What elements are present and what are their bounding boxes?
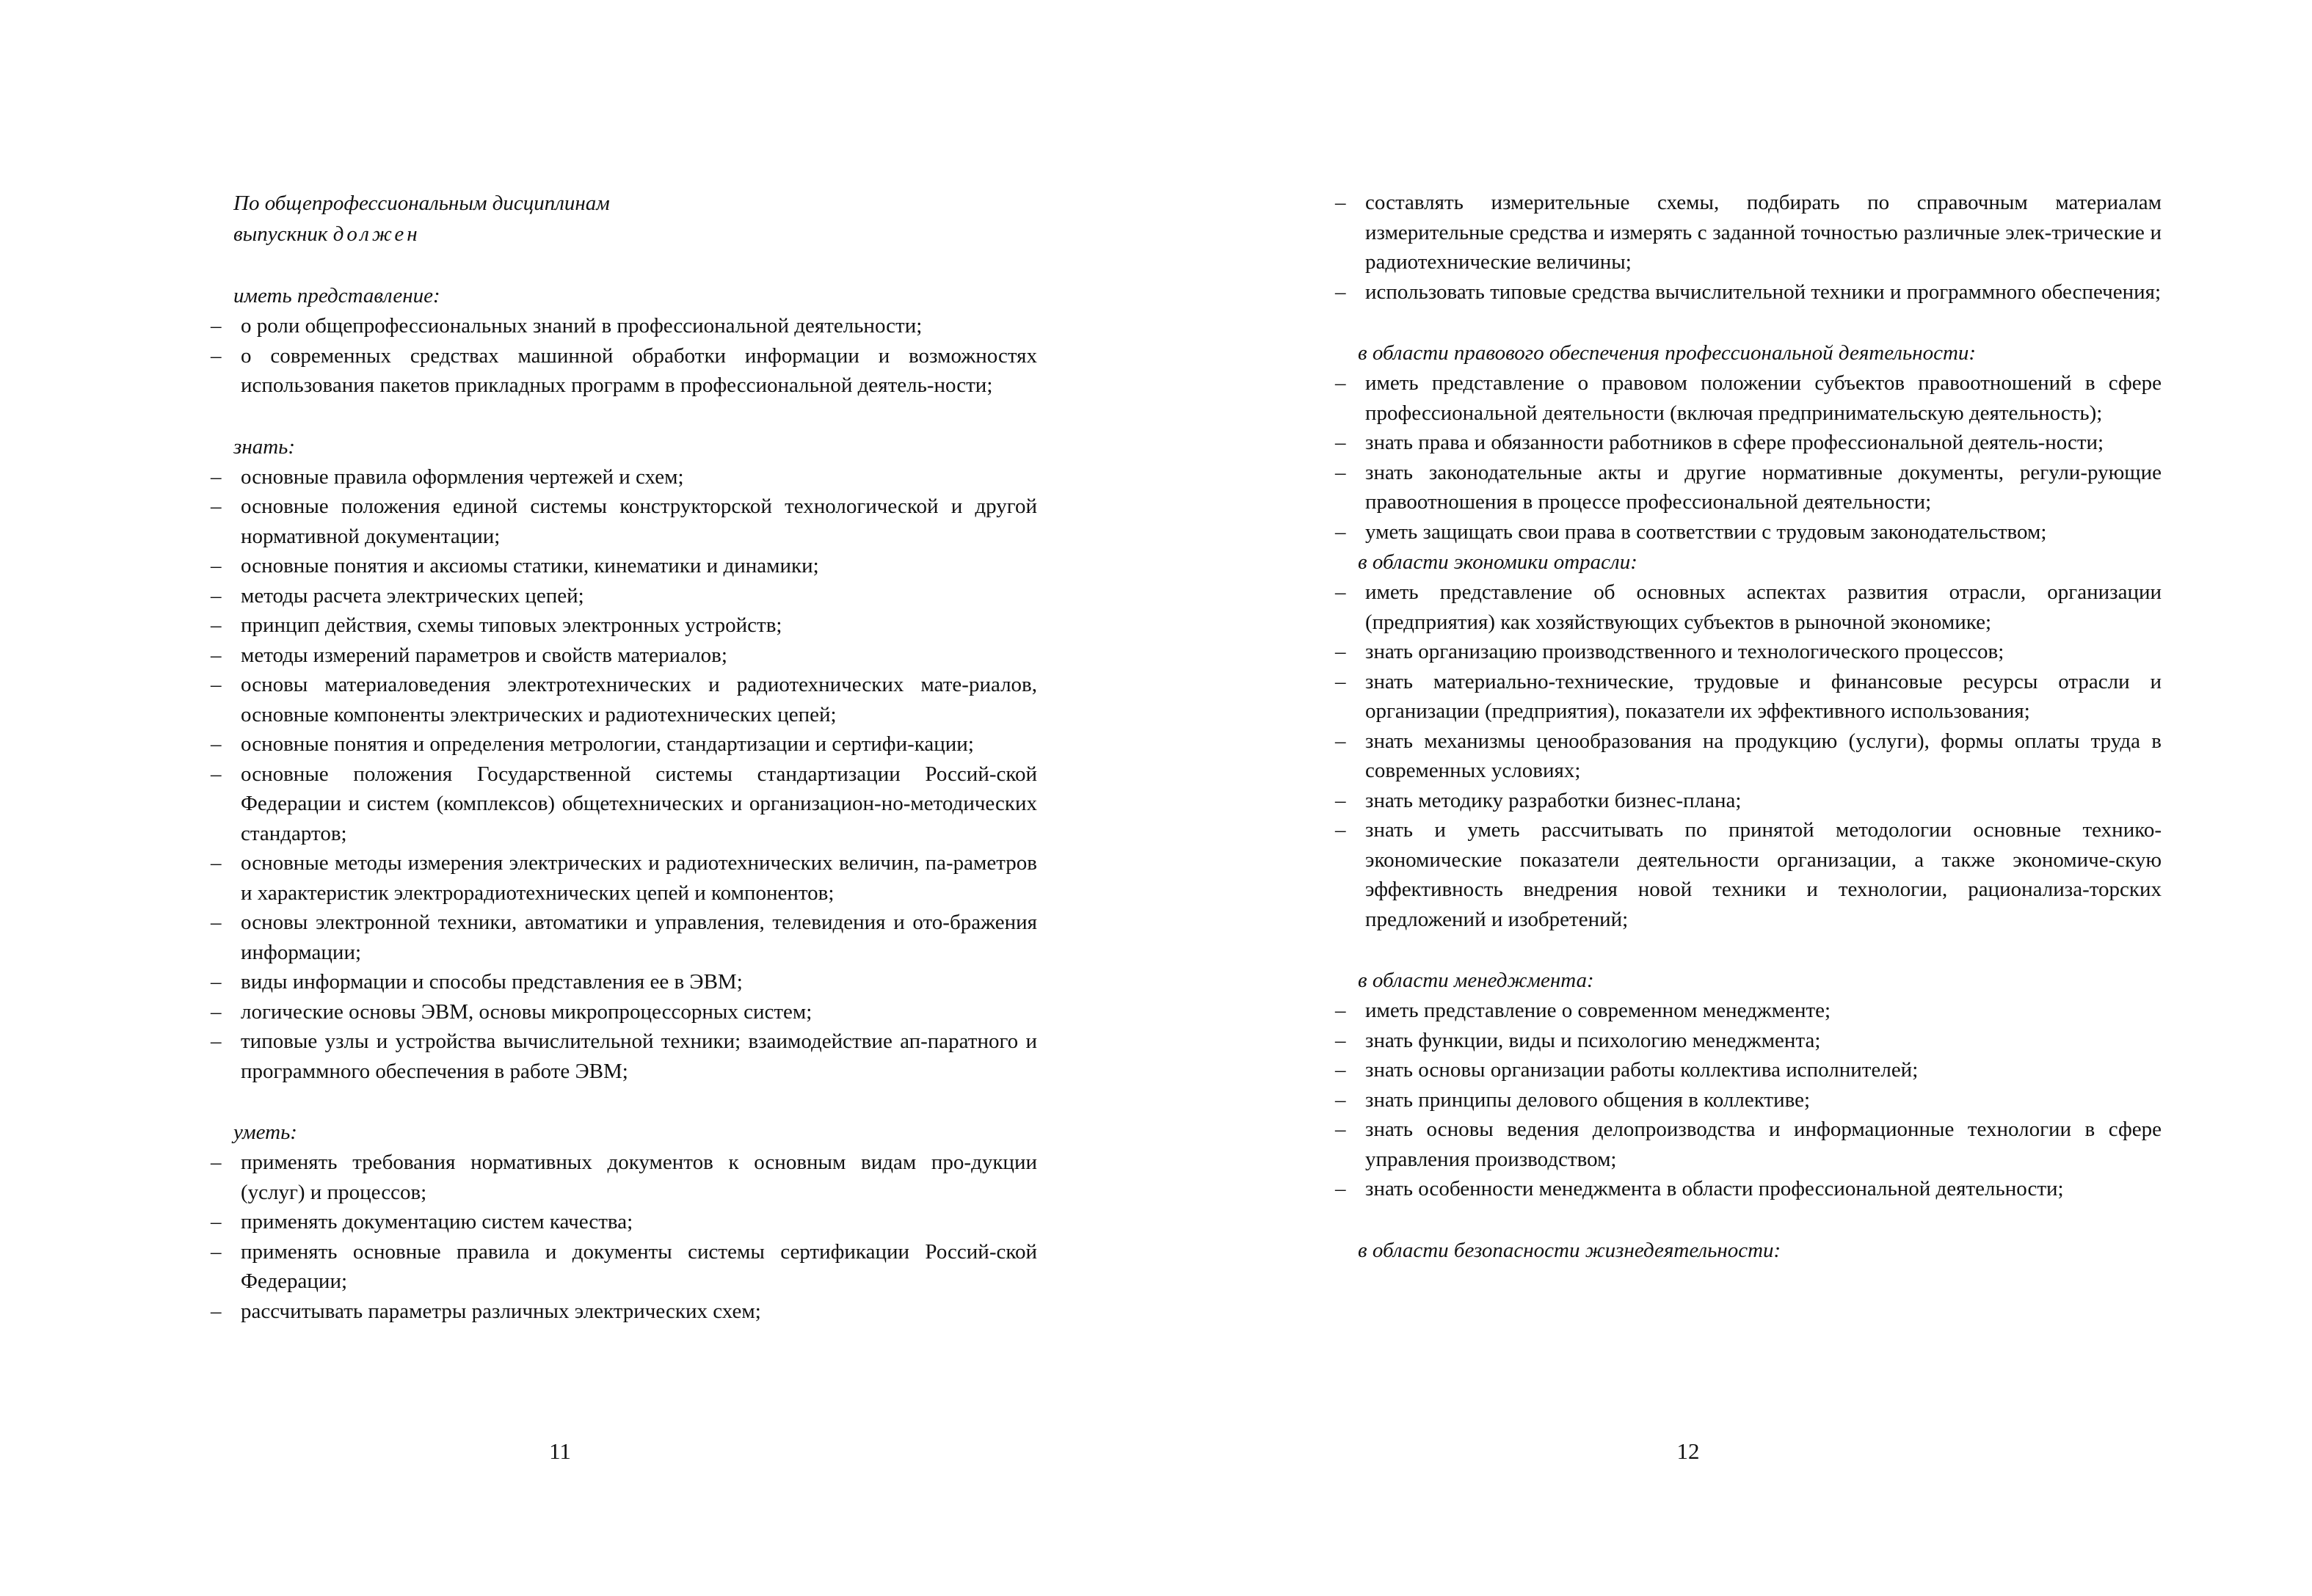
left-page	[208, 188, 1037, 1326]
list-item: – знать методику разработки бизнес-плана;	[1332, 786, 2162, 816]
page-number-left: 11	[549, 1438, 571, 1464]
list-item: – основные правила оформления чертежей и схем;	[208, 462, 1037, 492]
section-heading-safety: в области безопасности жизнедеятельности:	[1358, 1238, 1781, 1262]
list-item: – рассчитывать параметры различных электрических схем;	[208, 1297, 1037, 1327]
list-item: – знать организацию производственного и технологического процессов;	[1332, 637, 2162, 667]
list-item: – знать законодательные акты и другие нормативные документы, регули-рующие правоотношения в процессе профессиональной деятельности;	[1332, 458, 2162, 517]
list-item: – знать функции, виды и психологию менеджмента;	[1332, 1026, 2162, 1056]
list-item: – уметь защищать свои права в соответствии с трудовым законодательством;	[1332, 517, 2162, 547]
list-item: – основы материаловедения электротехнических и радиотехнических мате-риалов, основные компоненты электрических и радиотехнических цепей;	[208, 670, 1037, 729]
list-item: – знать и уметь рассчитывать по принятой методологии основные технико-экономические показатели деятельности организации, а также экономиче-скую эффективность внедрения новой техники и технологии, рационализа-торских предложений и изобретений;	[1332, 815, 2162, 934]
list-management	[1332, 996, 2162, 1204]
section-heading-can: уметь:	[233, 1121, 297, 1144]
section-heading-represent: иметь представление:	[233, 284, 440, 307]
list-item: – знать основы организации работы коллектива исполнителей;	[1332, 1055, 2162, 1085]
list-item: – основные положения единой системы конструкторской технологической и другой нормативной документации;	[208, 492, 1037, 551]
list-item: – о современных средствах машинной обработки информации и возможностях использования пакетов прикладных программ в профессиональной деятель-ности;	[208, 341, 1037, 401]
list-item: – знать особенности менеджмента в области профессиональной деятельности;	[1332, 1174, 2162, 1204]
list-item: – иметь представление о современном менеджменте;	[1332, 996, 2162, 1026]
list-item: – применять требования нормативных документов к основным видам про-дукции (услуг) и процессов;	[208, 1148, 1037, 1207]
list-item: – методы расчета электрических цепей;	[208, 581, 1037, 611]
list-item: – иметь представление об основных аспектах развития отрасли, организации (предприятия) как хозяйствующих субъектов в рыночной экономике;	[1332, 577, 2162, 637]
left-title-line2	[233, 219, 1037, 249]
list-represent	[208, 311, 1037, 401]
left-title-line1: По общепрофессиональным дисциплинам	[233, 192, 610, 215]
list-item: – основные методы измерения электрических и радиотехнических величин, па-раметров и характеристик электрорадиотехнических цепей и компонентов;	[208, 848, 1037, 908]
list-item: – о роли общепрофессиональных знаний в профессиональной деятельности;	[208, 311, 1037, 341]
list-item: – основные положения Государственной системы стандартизации Россий-ской Федерации и систем (комплексов) общетехнических и организацион-но-методических стандартов;	[208, 759, 1037, 849]
list-item: – логические основы ЭВМ, основы микропроцессорных систем;	[208, 997, 1037, 1027]
list-item: – знать материально-технические, трудовые и финансовые ресурсы отрасли и организации (предприятия), показатели их эффективного использования;	[1332, 667, 2162, 726]
list-item: – знать механизмы ценообразования на продукцию (услуги), формы оплаты труда в современных условиях;	[1332, 726, 2162, 786]
list-item: – иметь представление о правовом положении субъектов правоотношений в сфере профессиональной деятельности (включая предпринимательскую деятельность);	[1332, 368, 2162, 428]
section-heading-economics: в области экономики отрасли:	[1358, 550, 1637, 574]
page-number-right: 12	[1676, 1438, 1700, 1464]
list-can	[208, 1148, 1037, 1326]
list-item: – применять документацию систем качества;	[208, 1207, 1037, 1237]
left-title-spaced: должен	[332, 222, 421, 246]
list-item: – основные понятия и определения метрологии, стандартизации и сертифи-кации;	[208, 729, 1037, 759]
list-item: – применять основные правила и документы системы сертификации Россий-ской Федерации;	[208, 1237, 1037, 1297]
right-page	[1332, 188, 2162, 1266]
list-item: – типовые узлы и устройства вычислительной техники; взаимодействие ап-паратного и программного обеспечения в работе ЭВМ;	[208, 1027, 1037, 1086]
list-legal	[1332, 368, 2162, 547]
list-item: – виды информации и способы представления ее в ЭВМ;	[208, 967, 1037, 997]
list-item: – методы измерений параметров и свойств материалов;	[208, 641, 1037, 671]
list-item: – использовать типовые средства вычислительной техники и программного обеспечения;	[1332, 277, 2162, 307]
list-item: – знать права и обязанности работников в сфере профессиональной деятель-ности;	[1332, 428, 2162, 458]
left-title	[233, 188, 1037, 249]
list-item: – основные понятия и аксиомы статики, кинематики и динамики;	[208, 551, 1037, 581]
list-economics	[1332, 577, 2162, 934]
list-item: – знать принципы делового общения в коллективе;	[1332, 1085, 2162, 1115]
list-intro	[1332, 188, 2162, 307]
list-item: – составлять измерительные схемы, подбирать по справочным материалам измерительные средства и измерять с заданной точностью различные элек-трические и радиотехнические величины;	[1332, 188, 2162, 277]
list-item: – знать основы ведения делопроизводства и информационные технологии в сфере управления производством;	[1332, 1115, 2162, 1174]
left-title-prefix: выпускник	[233, 222, 333, 246]
list-know	[208, 462, 1037, 1087]
section-heading-legal: в области правового обеспечения профессиональной деятельности:	[1358, 341, 1977, 365]
list-item: – принцип действия, схемы типовых электронных устройств;	[208, 611, 1037, 641]
section-heading-management: в области менеджмента:	[1358, 969, 1594, 992]
section-heading-know: знать:	[233, 434, 295, 459]
list-item: – основы электронной техники, автоматики и управления, телевидения и ото-бражения информации;	[208, 908, 1037, 967]
